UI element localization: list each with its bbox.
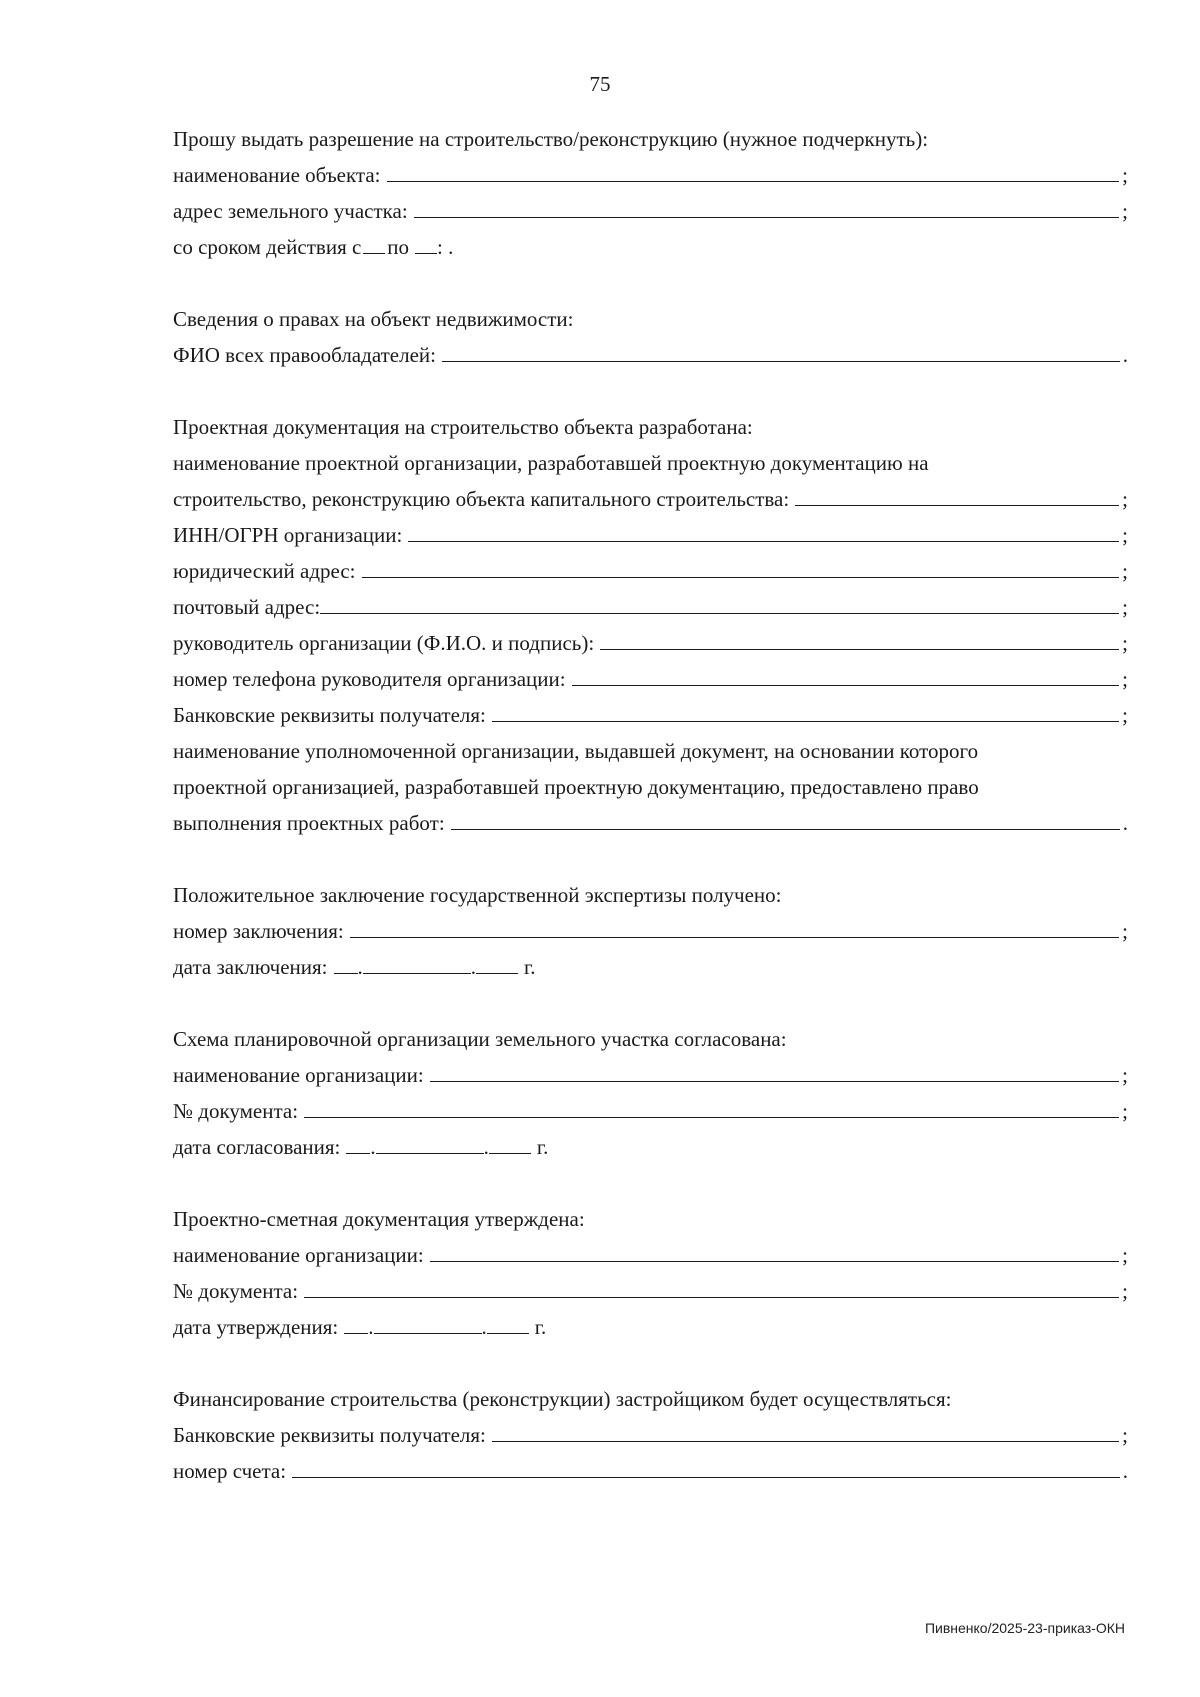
account-field[interactable] [292, 1455, 1120, 1478]
authorized-org-field[interactable] [451, 807, 1120, 830]
land-address-field[interactable] [414, 195, 1119, 218]
scheme-doc-field[interactable] [304, 1095, 1119, 1118]
estimate-org-row: наименование организации: ; [173, 1237, 1128, 1273]
estimate-year-field[interactable] [487, 1311, 529, 1334]
expertise-date-row: дата заключения: . . г. [173, 949, 1128, 985]
estimate-org-field[interactable] [430, 1239, 1119, 1262]
expertise-number-field[interactable] [350, 915, 1119, 938]
application-form [173, 121, 1128, 1489]
scheme-doc-row: № документа: ; [173, 1093, 1128, 1129]
rights-heading: Сведения о правах на объект недвижимости: [173, 307, 574, 331]
document-footer-code: Пивненко/2025-23-приказ-ОКН [924, 1620, 1125, 1636]
page-number: 75 [589, 72, 611, 96]
scheme-heading: Схема планировочной организации земельного участка согласована: [173, 1027, 787, 1051]
expertise-day-field[interactable] [334, 951, 358, 974]
estimate-month-field[interactable] [374, 1311, 482, 1334]
object-name-row: наименование объекта: ; [173, 157, 1128, 193]
object-name-field[interactable] [387, 159, 1120, 182]
owners-field[interactable] [442, 339, 1120, 362]
project-org-name-field[interactable] [795, 483, 1119, 506]
project-org-name-line1: наименование проектной организации, разработавшей проектную документацию на [173, 451, 929, 475]
scheme-org-field[interactable] [430, 1059, 1119, 1082]
postal-address-field[interactable] [320, 591, 1119, 614]
legal-address-row: юридический адрес: ; [173, 553, 1128, 589]
estimate-heading: Проектно-сметная документация утверждена: [173, 1207, 585, 1231]
financing-heading: Финансирование строительства (реконструкции) застройщиком будет осуществляться: [173, 1387, 952, 1411]
org-head-row: руководитель организации (Ф.И.О. и подпись): ; [173, 625, 1128, 661]
request-heading: Прошу выдать разрешение на строительство/реконструкцию (нужное подчеркнуть): [173, 127, 929, 151]
estimate-doc-field[interactable] [304, 1275, 1119, 1298]
project-heading: Проектная документация на строительство объекта разработана: [173, 415, 753, 439]
account-row: номер счета: . [173, 1453, 1128, 1489]
project-bank-field[interactable] [492, 699, 1119, 722]
estimate-doc-row: № документа: ; [173, 1273, 1128, 1309]
inn-row: ИНН/ОГРН организации: ; [173, 517, 1128, 553]
estimate-day-field[interactable] [344, 1311, 368, 1334]
owners-row: ФИО всех правообладателей: . [173, 337, 1128, 373]
financing-bank-field[interactable] [492, 1419, 1119, 1442]
authorized-line2: проектной организацией, разработавшей проектную документацию, предоставлено право [173, 775, 979, 799]
scheme-date-row: дата согласования: . . г. [173, 1129, 1128, 1165]
expertise-year-field[interactable] [476, 951, 518, 974]
legal-address-field[interactable] [362, 555, 1120, 578]
postal-address-row: почтовый адрес: ; [173, 589, 1128, 625]
project-bank-row: Банковские реквизиты получателя: ; [173, 697, 1128, 733]
scheme-month-field[interactable] [376, 1131, 484, 1154]
scheme-year-field[interactable] [489, 1131, 531, 1154]
term-to-field[interactable] [415, 231, 437, 254]
expertise-month-field[interactable] [363, 951, 471, 974]
inn-field[interactable] [408, 519, 1119, 542]
org-head-field[interactable] [600, 627, 1119, 650]
authorized-line1: наименование уполномоченной организации, выдавшей документ, на основании которого [173, 739, 979, 763]
scheme-day-field[interactable] [346, 1131, 370, 1154]
head-phone-row: номер телефона руководителя организации: ; [173, 661, 1128, 697]
financing-bank-row: Банковские реквизиты получателя: ; [173, 1417, 1128, 1453]
expertise-number-row: номер заключения: ; [173, 913, 1128, 949]
land-address-row: адрес земельного участка: ; [173, 193, 1128, 229]
expertise-heading: Положительное заключение государственной экспертизы получено: [173, 883, 782, 907]
term-row: со сроком действия с по : . [173, 229, 1128, 265]
term-from-field[interactable] [363, 231, 385, 254]
project-org-name-row: строительство, реконструкцию объекта капитального строительства: ; [173, 481, 1128, 517]
estimate-date-row: дата утверждения: . . г. [173, 1309, 1128, 1345]
authorized-row: выполнения проектных работ: . [173, 805, 1128, 841]
head-phone-field[interactable] [572, 663, 1120, 686]
scheme-org-row: наименование организации: ; [173, 1057, 1128, 1093]
